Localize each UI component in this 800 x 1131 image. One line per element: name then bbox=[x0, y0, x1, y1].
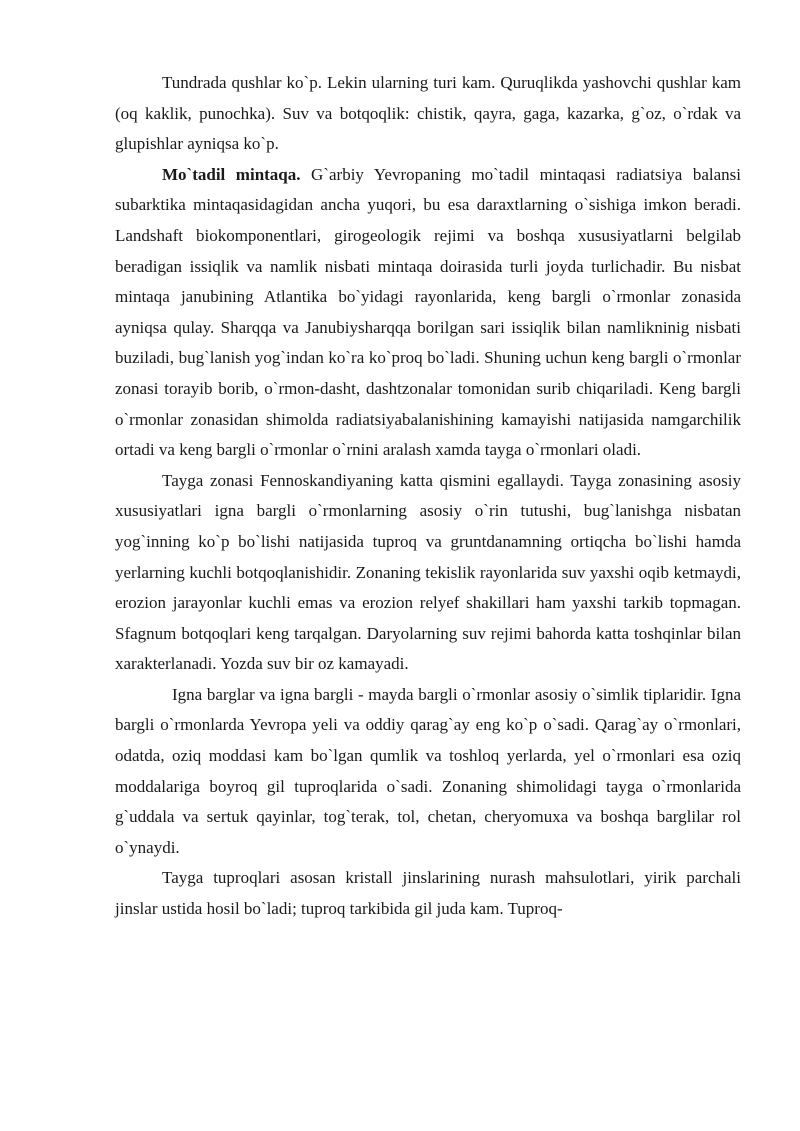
paragraph-text: G`arbiy Yevropaning mo`tadil mintaqasi radiatsiya balansi subarktika mintaqasidagidan ancha yuqori, bu esa daraxtlarning o`sishiga imkon beradi. Landshaft biokomponentlari, girogeologik rejimi va boshqa xususiyatlarni belgilab beradigan issiqlik va namlik nisbati mintaqa doirasida turli joyda turlichadir. Bu nisbat mintaqa janubining Atlantika bo`yidagi rayonlarida, keng bargli o`rmonlar zonasida ayniqsa qulay. Sharqqa va Janubiysharqqa borilgan sari issiqlik bilan namlikninig nisbati buziladi, bug`lanish yog`indan ko`ra ko`proq bo`ladi. Shuning uchun keng bargli o`rmonlar zonasi torayib borib, o`rmon-dasht, dashtzonalar tomonidan surib chiqariladi. Keng bargli o`rmonlar zonasidan shimolda radiatsiyabalanishining kamayishi natijasida namgarchilik ortadi va keng bargli o`rmonlar o`rnini aralash xamda tayga o`rmonlari oladi. bbox=[115, 164, 741, 460]
paragraph-temperate-zone bbox=[115, 160, 741, 466]
paragraph-taiga-soils bbox=[115, 863, 741, 924]
paragraph-taiga-zone bbox=[115, 466, 741, 680]
paragraph-text: Igna barglar va igna bargli - mayda bargli o`rmonlar asosiy o`simlik tiplaridir. Igna bargli o`rmonlarda Yevropa yeli va oddiy qarag`ay eng ko`p o`sadi. Qarag`ay o`rmonlari, odatda, oziq moddasi kam bo`lgan qumlik va toshloq yerlarda, yel o`rmonlari esa oziq moddalariga boyroq gil tuproqlarida o`sadi. Zonaning shimolidagi tayga o`rmonlarida g`uddala va sertuk qayinlar, tog`terak, tol, chetan, cheryomuxa va boshqa barglilar rol o`ynaydi. bbox=[115, 684, 741, 857]
paragraph-text: Tayga zonasi Fennoskandiyaning katta qismini egallaydi. Tayga zonasining asosiy xususiyatlari igna bargli o`rmonlarning asosiy o`rin tutushi, bug`lanishga nisbatan yog`inning ko`p bo`lishi natijasida tuproq va gruntdanamning ortiqcha bo`lishi hamda yerlarning kuchli botqoqlanishidir. Zonaning tekislik rayonlarida suv yaxshi oqib ketmaydi, erozion jarayonlar kuchli emas va erozion relyef shakillari ham yaxshi tarkib topmagan. Sfagnum botqoqlari keng tarqalgan. Daryolarning suv rejimi bahorda katta toshqinlar bilan xarakterlanadi. Yozda suv bir oz kamayadi. bbox=[115, 470, 741, 674]
paragraph-text: Tundrada qushlar ko`p. Lekin ularning turi kam. Quruqlikda yashovchi qushlar kam (oq kaklik, punochka). Suv va botqoqlik: chistik, qayra, gaga, kazarka, g`oz, o`rdak va glupishlar ayniqsa ko`p. bbox=[115, 73, 741, 154]
section-heading: Mo`tadil mintaqa. bbox=[162, 164, 301, 184]
paragraph-text: Tayga tuproqlari asosan kristall jinslarining nurash mahsulotlari, yirik parchali jinslar ustida hosil bo`ladi; tuproq tarkibida gil juda kam. Tuproq- bbox=[115, 868, 741, 919]
paragraph-tundra-birds bbox=[115, 68, 741, 160]
document-page bbox=[115, 68, 741, 925]
paragraph-coniferous-forests bbox=[115, 680, 741, 864]
